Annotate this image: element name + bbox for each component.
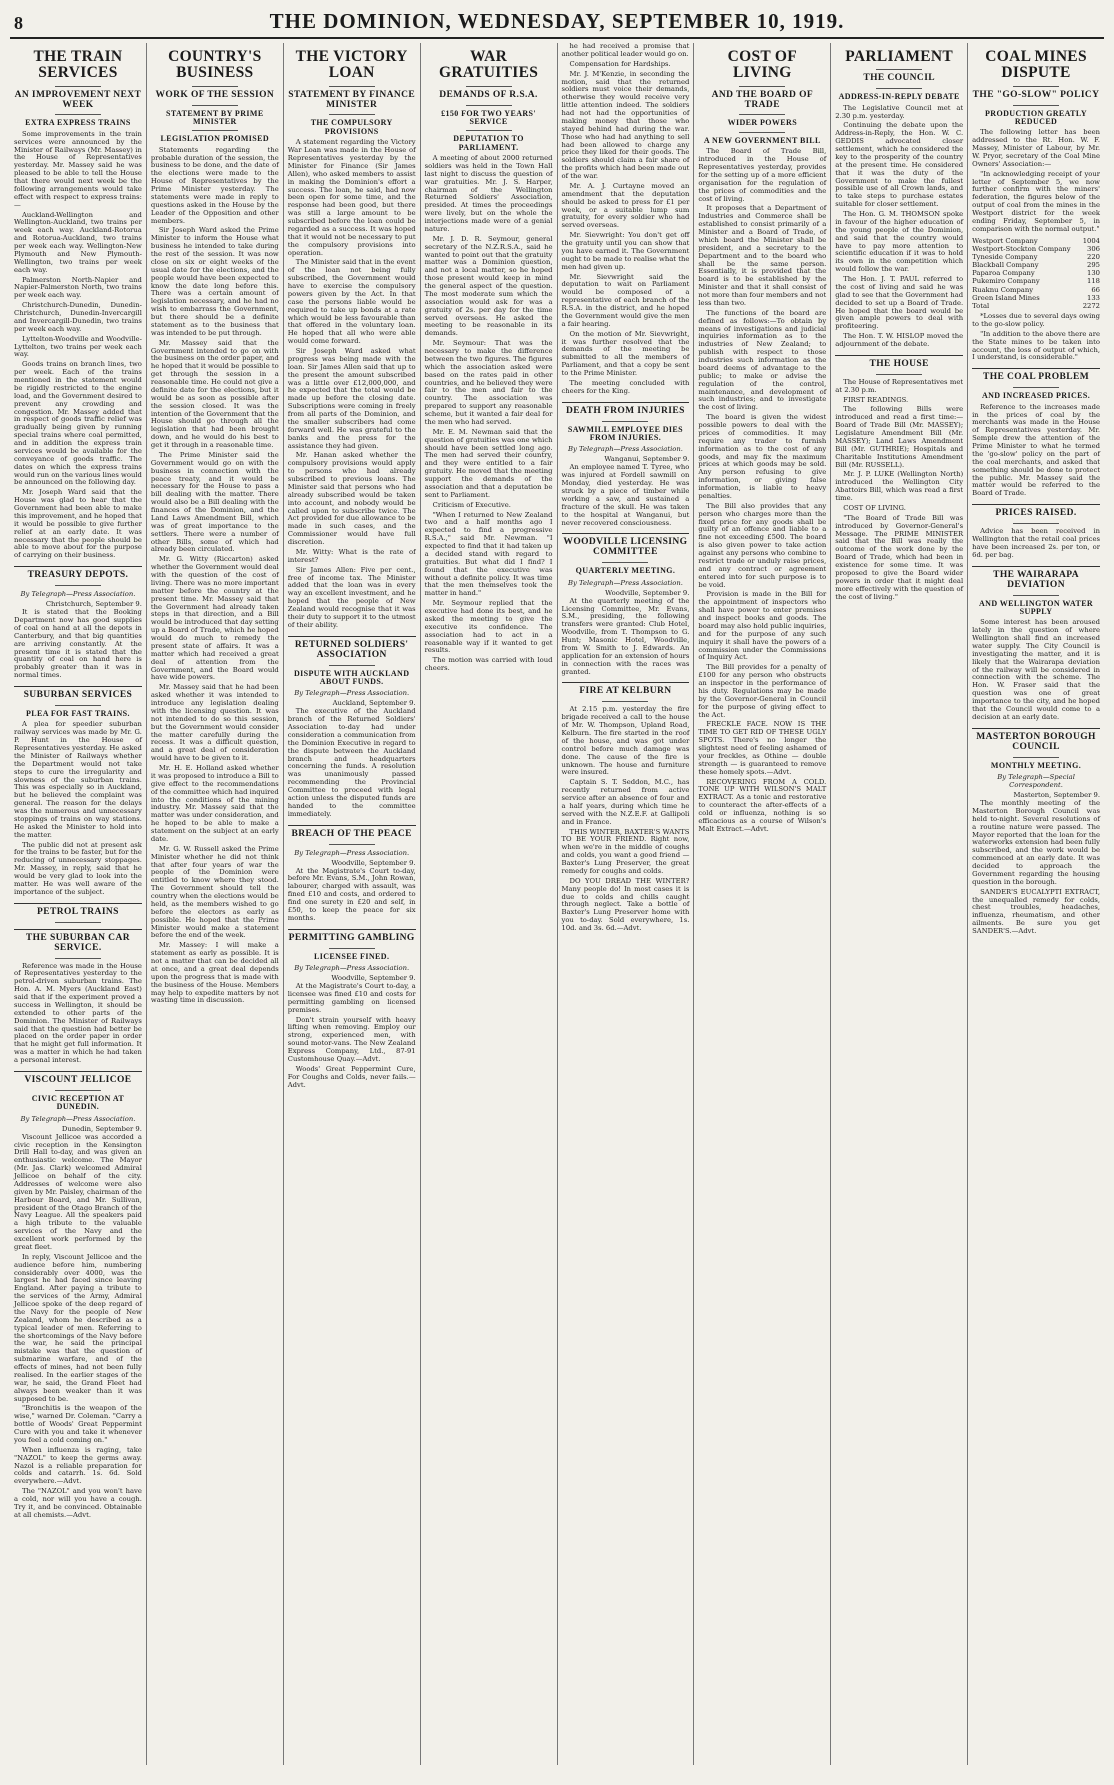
- article-divider: [14, 686, 142, 687]
- article: [288, 825, 416, 923]
- article-paragraph: Mr. Sievwright said the deputation to wait on Parliament would be composed of a representative of each branch of the R.S.A. in the district, and he hoped the Government would give the men a fair hearing.: [561, 272, 690, 328]
- heading-rule: [55, 114, 101, 115]
- headline: PERMITTING GAMBLING: [288, 932, 415, 943]
- subheadline: THE COUNCIL: [863, 73, 936, 84]
- article-paragraph: Sir Joseph Ward asked what progress was being made with the loan. Sir James Allen said that up to the present the amount subscribed was a little over £12,000,000, and he expected that the total would be made up before the closing date. Subscriptions were coming in freely from all parts of the Dominion, and the smaller subscribers had come forward well. He was grateful to the banks and the press for the assistance they had given.: [287, 347, 416, 450]
- article-paragraph: It is stated that the Booking Department now has good supplies of coal on hand at all the depots in Canterbury, and that big quantities are arriving constantly. At the present time it is stated that the quantity of coal on hand here is probably greater than it was in normal times.: [14, 608, 142, 680]
- article-paragraph: Mr. Seymour replied that the executive had done its best, and he asked the meeting to give the executive its confidence. The association had to act in a reasonable way if it wanted to get results.: [424, 599, 553, 655]
- heading-rule: [192, 86, 238, 87]
- article-divider: [835, 355, 963, 356]
- heading-rule: [739, 86, 785, 87]
- subheadline: SAWMILL EMPLOYEE DIES FROM INJURIES.: [567, 424, 683, 442]
- heading-rule: [329, 844, 375, 845]
- article-paragraph: The House of Representatives met at 2.30 p.m.: [835, 377, 964, 394]
- article-paragraph: Mr. Witty: What is the rate of interest?: [287, 547, 416, 564]
- headline: THE VICTORY LOAN: [295, 48, 408, 82]
- heading-rule: [876, 88, 922, 89]
- dateline: Woodville, September 9.: [605, 588, 690, 597]
- article-paragraph: Mr. Massey said that the Government intended to go on with the business on the order paper, and he hoped that it would be possible to get through the session in a reasonable time. He could not give a definite date for the elections, but it would be as soon as possible after the session closed. It was the intention of the Government that the House should go through all the legislation that had been brought down, and he would do his best to get it through in a reasonable time.: [150, 338, 279, 450]
- company-name-cell: Total: [972, 301, 990, 310]
- article-paragraph: A meeting of about 2000 returned soldiers was held in the Town Hall last night to discuss the question of war gratuities. Mr. J. S. Harper, chairman of the Wellington Returned Soldiers' Association, presided. At times the proceedings were lively, but on the whole the interjections made were of a genial nature.: [424, 154, 553, 233]
- byline: By Telegraph—Press Association.: [20, 590, 136, 599]
- heading-rule: [55, 958, 101, 959]
- article-paragraph: FRECKLE FACE. NOW IS THE TIME TO GET RID OF THESE UGLY SPOTS. There's no longer the slightest need of feeling ashamed of your freckles, as Othine — double strength — is guaranteed to remove these homely spots.—Advt.: [698, 720, 827, 776]
- article-paragraph: Provision is made in the Bill for the appointment of inspectors who shall have power to enter premises and inspect books and goods. The board may also hold public inquiries, and for the purpose of any such inquiry it shall have the powers of a commission under the Commissions of Inquiry Act.: [698, 590, 827, 662]
- article-paragraph: The Hon. J. T. PAUL referred to the cost of living and said he was glad to see that the Government had decided to set up a Board of Trade. He hoped that the board would be given ample powers to deal with profiteering.: [835, 275, 964, 331]
- article-paragraph: COST OF LIVING.: [843, 503, 906, 512]
- article-paragraph: The Legislative Council met at 2.30 p.m. yesterday.: [835, 103, 964, 120]
- dateline: Auckland, September 9.: [332, 699, 416, 708]
- article: [14, 929, 142, 1065]
- byline: By Telegraph—Press Association.: [294, 964, 410, 973]
- article-paragraph: At 2.15 p.m. yesterday the fire brigade received a call to the house of Mr. W. Thompson, Upland Road, Kelburn. The fire started in the roof of the house, and was got under control before much damage was done. The cause of the fire is unknown. The house and furniture were insured.: [561, 705, 690, 777]
- article-paragraph: Mr. A. J. Curtayne moved an amendment that the deputation should be asked to press for £1 per week, or a suitable lump sum gratuity, for every soldier who had served overseas.: [561, 181, 690, 230]
- article-paragraph: Some improvements in the train services were announced by the Minister of Railways (Mr. Massey) in the House of Representatives yesterday. Mr. Massey said he was pleased to be able to tell the House that there would next week be the following arrangements would take effect with respect to express trains:—: [14, 129, 142, 209]
- headline: PRICES RAISED.: [995, 508, 1077, 519]
- article-paragraph: When influenza is raging, take "NAZOL" to keep the germs away. Nazol is a reliable preparation for colds and catarrh. 1s. 6d. Sold everywhere.—Advt.: [14, 1445, 142, 1486]
- article-paragraph: "In acknowledging receipt of your letter of September 5, we now further confirm with the miners' federation, the figures below of the output of coal from the mines in the Westport district for the week ending Friday, September 5, in comparison with the normal output.": [972, 169, 1100, 233]
- article-paragraph: The board is given the widest possible powers to deal with the prices of commodities. It may require any trader to furnish information as to the cost of any goods, and may fix the maximum prices at which goods may be sold. Any person refusing to give information, or giving false information, is liable to heavy penalties.: [698, 413, 827, 500]
- article-paragraph: "When I returned to New Zealand two and a half months ago I expected to find a progressive R.S.A.," said Mr. Newman. "I expected to find that it had taken up a decided stand with regard to gratuities. But what did I find? I found that the executive was without a definite policy. It was time that the men themselves took the matter in hand.": [424, 510, 553, 598]
- heading-rule: [602, 562, 648, 563]
- heading-rule: [329, 114, 375, 115]
- article: [972, 728, 1100, 887]
- headline: THE HOUSE: [869, 358, 929, 369]
- heading-rule: [602, 701, 648, 702]
- subheadline: A NEW GOVERNMENT BILL: [703, 135, 821, 145]
- article: [14, 566, 142, 680]
- table-row: [972, 253, 1100, 261]
- headline: PETROL TRAINS: [37, 906, 119, 917]
- subheadline: ADDRESS-IN-REPLY DEBATE: [838, 92, 960, 102]
- company-name-cell: Westport-Stockton Company: [972, 244, 1071, 253]
- byline: By Telegraph—Press Association.: [294, 848, 410, 857]
- columns-container: [10, 43, 1104, 1765]
- article-paragraph: Palmerston North-Napier and Napier-Palmerston North, two trains per week each way.: [14, 275, 142, 300]
- article-paragraph: DO YOU DREAD THE WINTER? Many people do! In most cases it is due to colds and chills caught through neglect. Take a bottle of Baxter's Lung Preserver home with you to-day. Sold everywhere, 1s. 10d. and 3s. 6d.—Advt.: [561, 876, 690, 933]
- article: [288, 636, 416, 819]
- subheadline: AND WELLINGTON WATER SUPPLY: [979, 598, 1094, 616]
- company-name-cell: Green Island Mines: [972, 293, 1040, 302]
- article-paragraph: Criticism of Executive.: [432, 500, 511, 509]
- article: [835, 49, 963, 349]
- article: [14, 49, 142, 560]
- heading-rule: [466, 105, 512, 106]
- company-name-cell: Westport Company: [972, 236, 1038, 245]
- subheadline: WORK OF THE SESSION: [155, 89, 275, 100]
- article: [562, 402, 690, 528]
- tons-cell: 1004: [1082, 236, 1100, 245]
- article-paragraph: Some interest has been aroused lately in the question of where Wellington shall find an increased water supply. The City Council is investigating the matter, and it is likely that the Wairarapa deviation of the railway will be considered in connection with the scheme. The Hon. W. Fraser said that the question was one of great importance to the city, and he hoped that the Council would come to a decision at an early date.: [972, 618, 1100, 721]
- article-paragraph: The public did not at present ask for the trains to be faster, but for the reducing of unnecessary stoppages. Mr. Massey, in reply, said that he would be very glad to look into the matter. He was well aware of the importance of the subject.: [14, 840, 142, 896]
- article-paragraph: Viscount Jellicoe was accorded a civic reception in the Kensington Drill Hall to-day, and was given an enthusiastic welcome. The Mayor (Mr. Jas. Clark) welcomed Admiral Jellicoe on behalf of the city. Addresses of welcome were also given by Mr. Paisley, chairman of the Harbour Board, and Mr. Sullivan, president of the Otago Branch of the Navy League. All the speakers paid a high tribute to the valuable services of the Navy and the excellent work performed by the great fleet.: [14, 1132, 142, 1251]
- article-divider: [562, 682, 690, 683]
- subheadline: £150 FOR TWO YEARS' SERVICE: [441, 108, 537, 126]
- article-paragraph: Mr. Hanan asked whether the compulsory provisions would apply to persons who had already subscribed to previous loans. The Minister said that persons who had already subscribed would be taken into account, and nobody would be called upon to subscribe twice. The Act provided for due allowance to be made in such cases, and the Commissioner would have full discretion.: [287, 451, 416, 546]
- column-7: [831, 43, 968, 1765]
- article-paragraph: Mr. J. M'Kenzie, in seconding the motion, said that the returned soldiers must voice their demands, otherwise they would receive very little attention indeed. The soldiers had not had the opportunities of making money that those who stayed behind had during the war. Those who had had anything to sell had been allowed to charge any price they liked for their goods. The soldiers should claim a fair share of the profits which had been made out of the war.: [561, 69, 690, 180]
- subheadline: LEGISLATION PROMISED: [160, 134, 270, 144]
- article-paragraph: Sir Joseph Ward asked the Prime Minister to inform the House what business he intended to take during the rest of the session. It was now close on six or eight weeks of the usual date for the elections, and the people would have been expected to know the date long before this. There was a certain amount of legislation necessary, and he had no wish to embarrass the Government, but there should be a definite statement as to the business that was intended to be put through.: [150, 226, 279, 337]
- article-paragraph: Statements regarding the probable duration of the session, the business to be done, and the date of the elections were made to the House of Representatives by the Prime Minister yesterday. The statements were made in reply to questions asked in the House by the Leader of the Opposition and other members.: [150, 145, 279, 225]
- tons-cell: 133: [1087, 293, 1100, 302]
- article-paragraph: The Minister said that in the event of the loan not being fully subscribed, the Government would have to exercise the compulsory powers given by the Act. In that case the persons liable would be required to take up bonds at a rate which would be less favourable than that offered in the voluntary loan. He hoped that all who were able would come forward.: [287, 258, 416, 346]
- company-name-cell: Pukemiro Company: [972, 277, 1040, 286]
- article-divider: [288, 825, 416, 826]
- article: [972, 49, 1100, 362]
- newspaper-page: [10, 8, 1104, 1768]
- article-paragraph: Don't strain yourself with heavy lifting when removing. Employ our strong, experienced men, with sound motor-vans. The New Zealand Express Company, Ltd., 87-91 Customhouse Quay.—Advt.: [287, 1015, 416, 1063]
- article-divider: [14, 1071, 142, 1072]
- dateline: Woodville, September 9.: [331, 974, 416, 983]
- article-paragraph: Continuing the debate upon the Address-in-Reply, the Hon. W. C. GEDDIS advocated closer settlement, which he considered the key to the prosperity of the country at the present time. He considered that it was the duty of the Government to make the fullest possible use of all Crown lands, and to take steps to purchase estates suitable for closer settlement.: [835, 121, 964, 209]
- table-row: [972, 277, 1100, 285]
- headline: TREASURY DEPOTS.: [27, 570, 129, 581]
- article-paragraph: Mr. Seymour: That was the necessary to make the difference between the two figures. The figures which the association asked were based on the rates paid in other countries, and he believed they were fair to the men and fair to the country. The association was prepared to support any reasonable scheme, but it wanted a fair deal for the men who had served.: [424, 339, 553, 426]
- article-paragraph: Mr. J. P. LUKE (Wellington North) introduced the Wellington City Abattoirs Bill, which was read a first time.: [835, 470, 964, 503]
- heading-rule: [1013, 86, 1059, 87]
- article: [425, 49, 553, 673]
- article-paragraph: The Board of Trade Bill, introduced in the House of Representatives yesterday, provides for the setting up of a more efficient organisation for the regulation of the prices of commodities and the cost of living.: [698, 147, 827, 203]
- headline: VISCOUNT JELLICOE: [24, 1074, 132, 1085]
- heading-rule: [329, 665, 375, 666]
- article: [14, 903, 142, 923]
- article-paragraph: The Hon. T. W. HISLOP moved the adjournment of the debate.: [835, 332, 964, 348]
- heading-rule: [55, 1090, 101, 1091]
- article-paragraph: The meeting concluded with cheers for the King.: [561, 378, 690, 395]
- article-paragraph: FIRST READINGS.: [843, 395, 909, 404]
- byline: By Telegraph—Press Association.: [567, 578, 683, 587]
- article-paragraph: "In addition to the above there are the State mines to be taken into account, the loss of output of which, I understand, is considerable.": [972, 329, 1100, 362]
- article-paragraph: In reply, Viscount Jellicoe and the audience before him, numbering considerably over 4000, was the largest he had faced since leaving England. After paying a tribute to the services of the Army, Admiral Jellicoe spoke of the deep regard of the Navy for the people of New Zealand, whom he described as a typical leader of men. Referring to the shortcomings of the Navy before the war, he said the principal mistake was that the question of submarine warfare, and of the effects of mines, had not been fully realised. In the earlier stages of the war, he said, the Grand Fleet had always been weaker than it was supposed to be.: [14, 1252, 142, 1403]
- article: [562, 533, 690, 676]
- subheadline: WIDER POWERS: [727, 118, 798, 128]
- article: [562, 682, 690, 932]
- article-paragraph: The following Bills were introduced and read a first time:—Board of Trade Bill (Mr. MASSEY); Legislature Amendment Bill (Mr. MASSEY); Land Laws Amendment Bill (Mr. GUTHRIE); Hospitals and Charitable Institutions Amendment Bill (Mr. RUSSELL).: [835, 405, 964, 469]
- article-divider: [288, 636, 416, 637]
- column-3: [284, 43, 421, 1765]
- article: [151, 49, 279, 1005]
- company-name-cell: Tyneside Company: [972, 252, 1038, 261]
- headline: DEATH FROM INJURIES: [566, 405, 685, 416]
- heading-rule: [1013, 523, 1059, 524]
- headline: COUNTRY'S BUSINESS: [168, 48, 262, 82]
- headline: MASTERTON BOROUGH COUNCIL: [976, 731, 1096, 752]
- heading-rule: [192, 130, 238, 131]
- subheadline: EXTRA EXPRESS TRAINS: [25, 118, 131, 128]
- subheadline: AN IMPROVEMENT NEXT WEEK: [14, 89, 142, 110]
- column-2: [147, 43, 284, 1765]
- article-paragraph: Mr. Massey: I will make a statement as early as possible. It is not a matter that can be decided all at once, and a great deal depends upon the progress that is made with the business of the House. Members may help to expedite matters by not wasting time in discussion.: [150, 941, 279, 1005]
- article-paragraph: "Bronchitis is the weapon of the wise," warned Dr. Coleman. "Carry a bottle of Woods' Great Peppermint Cure with you and take it whenever you feel a cold coming on.": [14, 1404, 142, 1444]
- article-paragraph: SANDER'S EUCALYPTI EXTRACT, the unequalled remedy for colds, chest troubles, headaches, influenza, rheumatism, and other ailments. Be sure you get SANDER'S.—Advt.: [972, 887, 1100, 936]
- article-paragraph: The "NAZOL" and you won't have a cold, nor will you have a cough. Try it, and be convinced. Obtainable at all chemists.—Advt.: [14, 1487, 142, 1519]
- headline: COAL MINES DISPUTE: [985, 48, 1087, 82]
- article-divider: [972, 504, 1100, 505]
- heading-rule: [739, 132, 785, 133]
- table-row: [972, 302, 1100, 310]
- article-paragraph: Mr. J. D. R. Seymour, general secretary of the N.Z.R.S.A., said he wanted to point out that the gratuity matter was a Dominion question, and not a local matter, so he hoped those present would keep in mind the general aspect of the question. The most moderate sum which the association would ask for was a gratuity of 2s. per day for the time served overseas. He asked the meeting to be reasonable in its demands.: [424, 234, 553, 338]
- tons-cell: 295: [1087, 261, 1100, 270]
- article: [835, 355, 963, 602]
- article-paragraph: The Bill provides for a penalty of £100 for any person who obstructs an inspector in the performance of his duty. Regulations may be made by the Governor-General in Council for the purpose of giving effect to the Act.: [698, 663, 827, 719]
- table-row: [972, 261, 1100, 269]
- article-paragraph: At the Magistrate's Court to-day, before Mr. Evans, S.M., John Rowan, labourer, charged with assault, was fined £10 and costs, and ordered to find one surety in £20 and self, in £50, to keep the peace for six months.: [287, 866, 416, 922]
- heading-rule: [192, 105, 238, 106]
- subheadline: LICENSEE FINED.: [314, 951, 390, 961]
- article: [288, 929, 416, 1090]
- article-paragraph: The monthly meeting of the Masterton Borough Council was held to-night. Several resolutions of a routine nature were passed. The Mayor reported that the loan for the waterworks extension had been fully subscribed, and the work would be commenced at an early date. It was decided to approach the Government regarding the housing question in the borough.: [972, 799, 1100, 886]
- article-paragraph: The Hon. G. M. THOMSON spoke in favour of the higher education of the young people of the Dominion, and said that the country would have to pay more attention to scientific education if it was to hold its own in the competition which would follow the war.: [835, 210, 964, 274]
- subheadline: PRODUCTION GREATLY REDUCED: [985, 108, 1088, 126]
- article: [972, 368, 1100, 498]
- subheadline: DEMANDS OF R.S.A.: [439, 89, 538, 100]
- column-8: [968, 43, 1104, 1765]
- article: [14, 686, 142, 897]
- column-4: [421, 43, 558, 1765]
- masthead: [10, 8, 1104, 39]
- output-table: [972, 237, 1100, 310]
- article: [972, 566, 1100, 722]
- heading-rule: [55, 922, 101, 923]
- article-paragraph: Lyttelton-Woodville and Woodville-Lyttelton, two trains per week each way.: [14, 334, 142, 359]
- article-paragraph: he had received a promise that another political leader would go on.: [561, 43, 690, 58]
- heading-rule: [739, 114, 785, 115]
- dateline: Dunedin, September 9.: [61, 1124, 142, 1133]
- article-divider: [562, 533, 690, 534]
- heading-rule: [55, 705, 101, 706]
- article-divider: [562, 402, 690, 403]
- column-6: [694, 43, 831, 1765]
- tons-cell: 130: [1087, 269, 1100, 278]
- article-paragraph: A plea for speedier suburban railway services was made by Mr. G. P. Hunt in the House of Representatives yesterday. He asked the Minister of Railways whether the Department would not take steps to cure the irregularity and slowness of the suburban trains. This was especially so in Auckland, but he believed the complaint was general. The reason for the delays was the numerous and unnecessary stoppings of trains on way stations. He asked the Minister to hold into the matter.: [14, 720, 142, 839]
- headline: PARLIAMENT: [845, 48, 954, 65]
- table-row: [972, 286, 1100, 294]
- article-paragraph: The Bill also provides that any person who charges more than the fixed price for any goods shall be guilty of an offence and liable to a fine not exceeding £500. The board is also given power to take action against any persons who combine to restrict trade or unduly raise prices, and any contract or agreement entered into for such purpose is to be void.: [698, 501, 827, 589]
- article-paragraph: Mr. Massey said that he had been asked whether it was intended to introduce any legislation dealing with the licensing question. It was not intended to do so this session, but the Government would consider the matter carefully during the recess. It was a difficult question, and a great deal of consideration would have to be given to it.: [150, 683, 279, 763]
- article-paragraph: At the quarterly meeting of the Licensing Committee, Mr. Evans, S.M., presiding, the following transfers were granted: Club Hotel, Woodville, from T. Thompson to G. Hunt; Masonic Hotel, Woodville, from W. Smith to J. Edwards. An application for an extension of hours in connection with the races was granted.: [561, 596, 690, 676]
- subheadline: AND THE BOARD OF TRADE: [711, 89, 814, 110]
- dateline: Wanganui, September 9.: [604, 455, 690, 464]
- heading-rule: [602, 421, 648, 422]
- article-paragraph: Woods' Great Peppermint Cure, For Coughs and Colds, never fails.—Advt.: [287, 1064, 416, 1089]
- byline: By Telegraph—Press Association.: [20, 1114, 136, 1123]
- heading-rule: [55, 86, 101, 87]
- article-paragraph: Mr. G. W. Russell asked the Prime Minister whether he did not think that after four years of war the people of the Dominion were entitled to know where they stood. The Government should tell the country when the elections would be held, as the members wished to go before the electors as early as possible. He hoped that the Prime Minister would make a statement before the end of the week.: [150, 844, 279, 940]
- article-paragraph: The functions of the board are defined as follows:—To obtain by means of investigations and judicial inquiries information as to the industries of New Zealand; to publish with respect to those industries such information as the board deems of advantage to the public; to make or advise the regulation of the control, maintenance, and development of such industries; and to investigate the cost of living.: [698, 308, 827, 412]
- article-divider: [972, 566, 1100, 567]
- article: [14, 1071, 142, 1520]
- article-divider: [14, 903, 142, 904]
- headline: WOODVILLE LICENSING COMMITTEE: [563, 537, 688, 558]
- article-paragraph: Mr. G. Witty (Riccarton) asked whether the Government would deal with the question of the cost of living. There was no more important matter before the country at the present time. Mr. Massey said that the Government had already taken steps in that direction, and a Bill would be introduced that day setting up a Board of Trade, which he hoped would do much to remedy the present state of affairs. It was a matter which had received a great deal of attention from the Government, and the Board would have wide powers.: [150, 555, 279, 682]
- subheadline: PLEA FOR FAST TRAINS.: [25, 709, 130, 719]
- headline: THE WAIRARAPA DEVIATION: [993, 569, 1079, 590]
- subheadline: AND INCREASED PRICES.: [981, 391, 1091, 401]
- article-paragraph: At the Magistrate's Court to-day, a licensee was fined £10 and costs for permitting gambling on licensed premises.: [287, 982, 416, 1014]
- headline: THE SUBURBAN CAR SERVICE.: [25, 932, 130, 953]
- subheadline: DEPUTATION TO PARLIAMENT.: [453, 134, 524, 152]
- tons-cell: 2272: [1082, 301, 1100, 310]
- tons-cell: 118: [1087, 277, 1100, 286]
- column-5: [558, 43, 695, 1765]
- page-number: 8: [14, 13, 23, 33]
- article-paragraph: THIS WINTER, BAXTER'S WANTS TO BE YOUR FRIEND. Right now, when we're in the middle of coughs and colds, you want a good friend — Baxter's Lung Preserver, the great remedy for coughs and colds.: [561, 827, 690, 875]
- heading-rule: [329, 948, 375, 949]
- article-paragraph: An employee named T. Tyree, who was injured at Fordell sawmill on Monday, died yesterday. He was struck by a piece of timber while working a saw, and sustained a fracture of the skull. He was taken to the hospital at Wanganui, but never recovered consciousness.: [561, 463, 690, 527]
- subheadline: QUARTERLY MEETING.: [575, 566, 676, 576]
- headline: FIRE AT KELBURN: [579, 686, 672, 697]
- article: [698, 49, 826, 834]
- article-divider: [972, 728, 1100, 729]
- column-1: [10, 43, 147, 1765]
- page-title: THE DOMINION, WEDNESDAY, SEPTEMBER 10, 1919.: [269, 9, 845, 33]
- headline: THE COAL PROBLEM: [982, 372, 1090, 383]
- dateline: Christchurch, September 9.: [45, 600, 142, 609]
- article: [972, 889, 1100, 936]
- dateline: Woodville, September 9.: [331, 858, 416, 867]
- tons-cell: 66: [1091, 285, 1100, 294]
- article-paragraph: RECOVERING FROM A COLD. TONE UP WITH WILSON'S MALT EXTRACT. As a tonic and restorative to counteract the after-effects of a cold or influenza, nothing is so efficacious as a course of Wilson's Malt Extract.—Advt.: [698, 777, 827, 833]
- table-row: [972, 269, 1100, 277]
- article-paragraph: Reference was made in the House of Representatives yesterday to the petrol-driven suburban trains. The Hon. A. M. Myers (Auckland East) said that if the experiment proved a success in Wellington, it should be extended to other parts of the Dominion. The Minister of Railways said that the question had better be placed on the order paper in order that he might get full information. It was a matter in which he had taken a personal interest.: [14, 961, 142, 1065]
- article-paragraph: Mr. E. M. Newman said that the question of gratuities was one which should have been settled long ago. The men had served their country, and they were entitled to a fair gratuity. He moved that the meeting support the demands of the association and that a deputation be sent to Parliament.: [424, 427, 553, 499]
- headline: THE TRAIN SERVICES: [33, 48, 123, 82]
- subheadline: THE COMPULSORY PROVISIONS: [310, 118, 393, 136]
- article-paragraph: On the motion of Mr. Sievwright, it was further resolved that the demands of the meeting be submitted to all the members of Parliament, and that a copy be sent to the Prime Minister.: [561, 329, 690, 377]
- heading-rule: [55, 585, 101, 586]
- byline: By Telegraph—Press Association.: [567, 445, 683, 454]
- subheadline: CIVIC RECEPTION AT DUNEDIN.: [31, 1093, 125, 1112]
- article-paragraph: Christchurch-Dunedin, Dunedin-Christchurch, Dunedin-Invercargill and Invercargill-Dunedin, two trains per week each way.: [14, 301, 142, 333]
- heading-rule: [1013, 387, 1059, 388]
- article-divider: [14, 566, 142, 567]
- article-paragraph: Captain S. T. Seddon, M.C., has recently returned from active service after an absence of four and a half years, during which time he served with the N.Z.E.F. at Gallipoli and in France.: [561, 778, 690, 826]
- subheadline: MONTHLY MEETING.: [990, 760, 1082, 770]
- heading-rule: [1013, 105, 1059, 106]
- article-paragraph: Goods trains on branch lines, two per week. Each of the trains mentioned in the statement would be rigidly restricted to the engine load, and the Government desired to prevent any crowding and congestion. Mr. Massey added that in respect of goods traffic relief was gradually being given by running special trains where coal permitted, and in addition the express train services would be available for the conveyance of goods traffic. The dates on which the express trains would run on the various lines would be announced on the following day.: [14, 360, 142, 487]
- article-paragraph: The following letter has been addressed to the Rt. Hon. W. F. Massey, Minister of Labour, by Mr. W. Pryor, secretary of the Coal Mine Owners' Association:—: [972, 128, 1100, 168]
- dateline: Masterton, September 9.: [1013, 791, 1100, 800]
- heading-rule: [1013, 595, 1059, 596]
- article-divider: [14, 929, 142, 930]
- company-name-cell: Blackball Company: [972, 261, 1039, 270]
- article-paragraph: "The Board of Trade Bill was introduced by Governor-General's Message. The PRIME MINISTER said that the Bill was really the outcome of the work done by the Board of Trade, which had been in existence for some time. It was proposed to give the Board wider powers in order that it might deal more effectively with the question of the cost of living.": [835, 513, 964, 601]
- company-name-cell: Paparoa Company: [972, 269, 1035, 278]
- headline: SUBURBAN SERVICES: [23, 690, 133, 701]
- article-paragraph: Reference to the increases made in the prices of coal by the merchants was made in the House of Representatives yesterday. Mr. Semple drew the attention of the Prime Minister to what he termed the 'go-slow' policy on the part of the coal merchants, and asked that something should be done to protect the public. Mr. Massey said the matter would be referred to the Board of Trade.: [972, 402, 1100, 498]
- headline: RETURNED SOLDIERS' ASSOCIATION: [294, 639, 409, 660]
- heading-rule: [466, 86, 512, 87]
- article-paragraph: It proposes that a Department of Industries and Commerce shall be established to consist primarily of a Minister and a Board of Trade, of which board the Minister shall be president, and a secretary to the Department and to the board who shall be the same person. Essentially, it is provided that the board is to be established by the Minister and that it shall consist of not more than four members and not less than two.: [698, 204, 827, 307]
- tons-cell: 220: [1087, 252, 1100, 261]
- heading-rule: [1013, 757, 1059, 758]
- heading-rule: [876, 69, 922, 70]
- company-name-cell: Ruaknu Company: [972, 285, 1034, 294]
- article-paragraph: The executive of the Auckland branch of the Returned Soldiers' Association to-day had under consideration a communication from the Dominion Executive in regard to the dispute between the Auckland branch and headquarters concerning the funds. A resolution was unanimously passed recommending the Provincial Committee to proceed with legal action unless the disputed funds are handed to the committee immediately.: [287, 707, 416, 818]
- article-paragraph: Mr. Sievwright: You don't get off the gratuity until you can show that you have earned it. The Government ought to be made to realise what the men had given up.: [561, 231, 690, 271]
- article-paragraph: Compensation for Hardships.: [569, 59, 671, 68]
- article-divider: [288, 929, 416, 930]
- article-paragraph: *Losses due to several days owing to the go-slow policy.: [972, 312, 1100, 328]
- headline: WAR GRATUITIES: [438, 48, 539, 82]
- heading-rule: [466, 130, 512, 131]
- subheadline: STATEMENT BY FINANCE MINISTER: [288, 89, 416, 110]
- table-row: [972, 245, 1100, 253]
- byline: By Telegraph—Special Correspondent.: [997, 773, 1075, 790]
- article: [562, 43, 690, 396]
- table-row: [972, 294, 1100, 302]
- subheadline: THE "GO-SLOW" POLICY: [972, 89, 1100, 100]
- article-paragraph: Auckland-Wellington and Wellington-Auckland, two trains per week each way. Auckland-Rotorua and Rotorua-Auckland, two trains per week each way. Wellington-New Plymouth and New Plymouth-Wellington, two trains per week each way.: [14, 210, 142, 274]
- article-paragraph: A statement regarding the Victory War Loan was made in the House of Representatives yesterday by the Minister for Finance (Sir James Allen), who asked members to assist in making the Dominion's effort a success. The loan, he said, had now been open for some time, and the response had been good, but there was still a large amount to be subscribed before the loan could be regarded as a success. It was hoped that it would not be necessary to put the compulsory provisions into operation.: [287, 138, 416, 257]
- article-paragraph: Mr. Joseph Ward said that the House was glad to hear that the Government had been able to make this improvement, and he hoped that it would be possible to give further relief at an early date. It was necessary that the people should be able to move about for the purpose of carrying on their business.: [14, 488, 142, 560]
- table-row: [972, 237, 1100, 245]
- article: [972, 504, 1100, 559]
- headline: BREACH OF THE PEACE: [291, 828, 412, 839]
- article-paragraph: The Prime Minister said the Government would go on with the business in connection with the peace treaty, and it would be necessary for the House to pass a bill dealing with the matter. There would also be a Bill dealing with the finances of the Dominion, and the Land Laws Amendment Bill, which was of great importance to the settlers. There were a number of other Bills, some of which had already been circulated.: [150, 450, 279, 554]
- article-divider: [972, 368, 1100, 369]
- article: [288, 49, 416, 630]
- heading-rule: [876, 374, 922, 375]
- heading-rule: [329, 86, 375, 87]
- article-paragraph: Advice has been received in Wellington that the retail coal prices have been increased 2s. per ton, or 6d. per bag.: [972, 527, 1100, 559]
- subheadline: STATEMENT BY PRIME MINISTER: [166, 108, 264, 126]
- byline: By Telegraph—Press Association.: [294, 689, 410, 698]
- tons-cell: 306: [1087, 244, 1100, 253]
- headline: COST OF LIVING: [727, 48, 798, 82]
- article-paragraph: Mr. H. E. Holland asked whether it was proposed to introduce a Bill to give effect to the recommendations of the committee which had inquired into the conditions of the mining industry. Mr. Massey said that the matter was under consideration, and he hoped to be able to make a statement on the subject at an early date.: [150, 764, 279, 843]
- article-paragraph: The motion was carried with loud cheers.: [424, 656, 553, 673]
- subheadline: DISPUTE WITH AUCKLAND ABOUT FUNDS.: [293, 668, 410, 686]
- article-paragraph: Sir James Allen: Five per cent., free of income tax. The Minister added that the loan was in every way an excellent investment, and he hoped that the people of New Zealand would recognise that it was their duty to support it to the utmost of their ability.: [287, 565, 416, 629]
